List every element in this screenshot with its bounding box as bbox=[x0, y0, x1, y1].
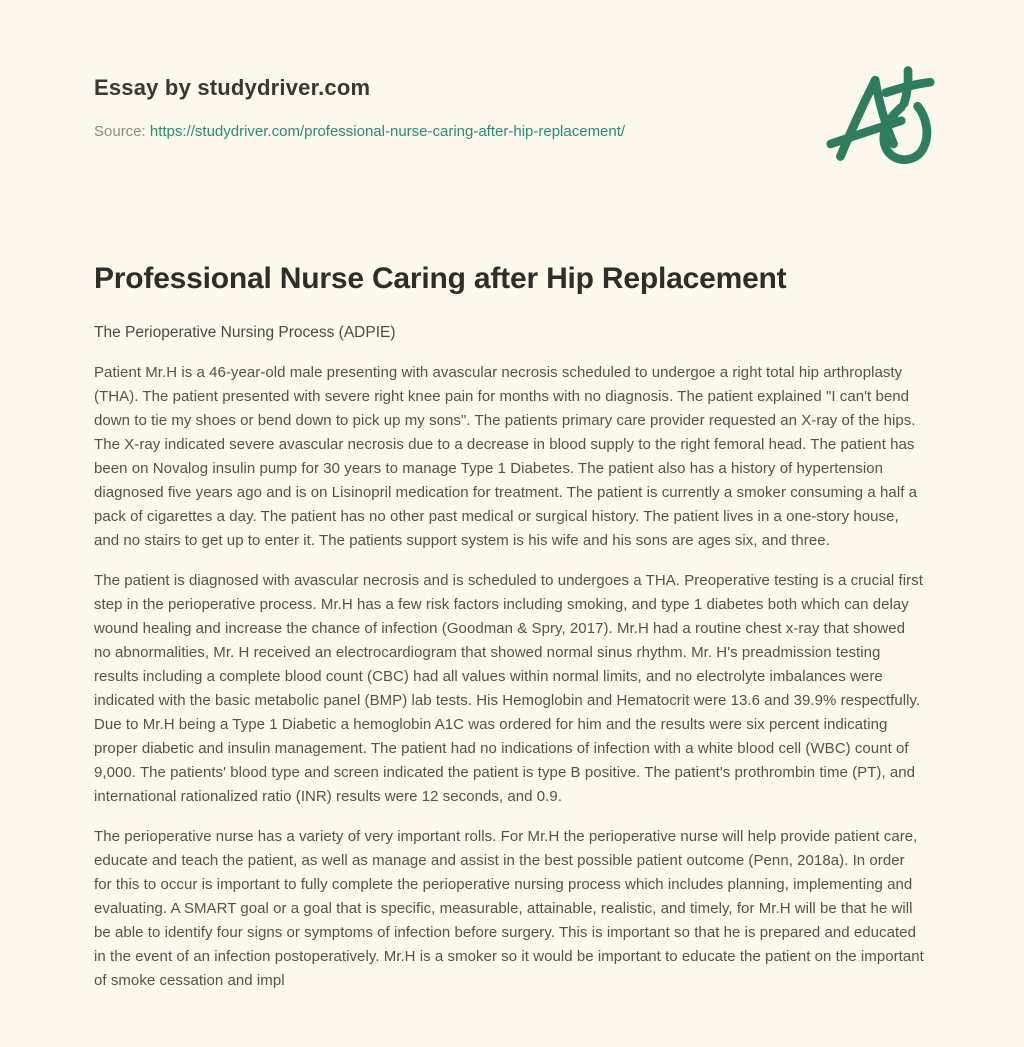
source-label: Source: bbox=[94, 123, 146, 140]
source-line bbox=[94, 122, 930, 142]
source-link[interactable]: https://studydriver.com/professional-nurse-caring-after-hip-replacement/ bbox=[149, 123, 626, 140]
essay-paragraph-1: Patient Mr.H is a 46-year-old male presenting with avascular necrosis scheduled to undergoe a right total hip arthroplasty (THA). The patient presented with severe right knee pain for months with no diagnosis. The patient explained "I can't bend down to tie my shoes or bend down to pick up my sons". The patients primary care provider requested an X-ray of the hips. The X-ray indicated severe avascular necrosis due to a decrease in blood supply to the right femoral head. The patient has been on Novalog insulin pump for 30 years to manage Type 1 Diabetes. The patient also has a history of hypertension diagnosed five years ago and is on Lisinopril medication for treatment. The patient is currently a smoker consuming a half a pack of cigarettes a day. The patient has no other past medical or surgical history. The patient lives in a one-story house, and no stairs to get up to enter it. The patients support system is his wife and his sons are ages six, and three. bbox=[94, 364, 918, 549]
header bbox=[0, 0, 1024, 142]
brand-title: Essay by studydriver.com bbox=[94, 75, 371, 100]
essay-title: Professional Nurse Caring after Hip Replacement bbox=[94, 262, 787, 295]
essay-subtitle: The Perioperative Nursing Process (ADPIE) bbox=[94, 324, 396, 341]
essay-paragraph-3: The perioperative nurse has a variety of very important rolls. For Mr.H the perioperative nurse will help provide patient care, educate and teach the patient, as well as manage and assist in the best possible patient outcome (Penn, 2018a). In order for this to occur is important to fully complete the perioperative nursing process which includes planning, implementing and evaluating. A SMART goal or a goal that is specific, measurable, attainable, realistic, and timely, for Mr.H will be that he will be able to identify four signs or symptoms of infection before surgery. This is important so that he is prepared and educated in the event of an infection postoperatively. Mr.H is a smoker so it would be important to educate the patient on the important of smoke cessation and impl bbox=[94, 828, 924, 989]
essay-paragraph-2: The patient is diagnosed with avascular necrosis and is scheduled to undergoes a THA. Preoperative testing is a crucial first step in the perioperative process. Mr.H has a few risk factors including smoking, and type 1 diabetes both which can delay wound healing and increase the chance of infection (Goodman & Spry, 2017). Mr.H had a routine chest x-ray that showed no abnormalities, Mr. H received an electrocardiogram that showed normal sinus rhythm. Mr. H's preadmission testing results including a complete blood count (CBC) had all values within normal limits, and no electrolyte imbalances were indicated with the basic metabolic panel (BMP) lab tests. His Hemoglobin and Hematocrit were 13.6 and 39.9% respectfully. Due to Mr.H being a Type 1 Diabetic a hemoglobin A1C was ordered for him and the results were six percent indicating proper diabetic and insulin management. The patient had no indications of infection with a white blood cell (WBC) count of 9,000. The patients' blood type and screen indicated the patient is type B positive. The patient's prothrombin time (PT), and international rationalized ratio (INR) results were 12 seconds, and 0.9. bbox=[94, 572, 923, 805]
a-plus-logo-icon bbox=[824, 60, 936, 168]
essay-content bbox=[0, 260, 1024, 993]
